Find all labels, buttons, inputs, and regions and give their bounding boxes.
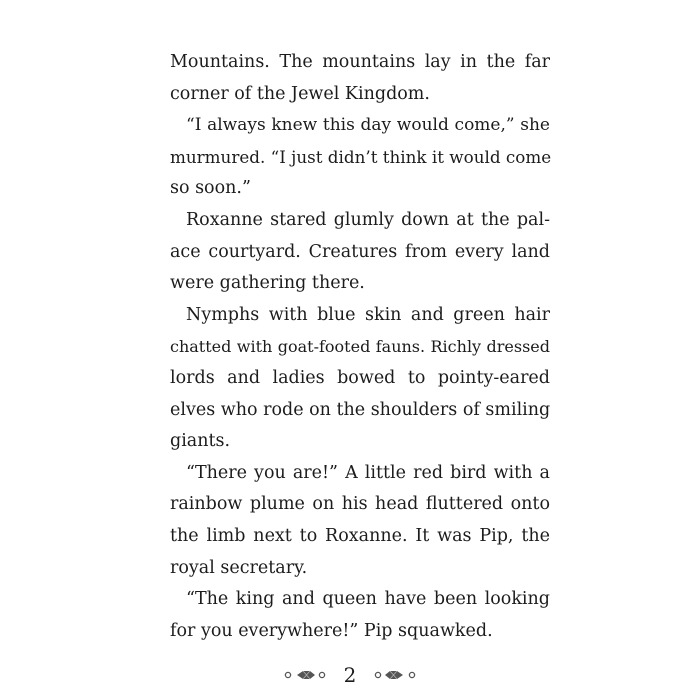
jewel-ornament-icon-left — [284, 668, 330, 682]
page-number: 2 — [343, 663, 357, 687]
text-line: Nymphs with blue skin and green hair — [186, 304, 550, 325]
text-line: Roxanne stared glumly down at the pal- — [186, 209, 550, 230]
text-line: chatted with goat-footed fauns. Richly dressed — [170, 337, 550, 357]
text-line: rainbow plume on his head fluttered onto — [170, 494, 550, 515]
text-line: giants. — [170, 431, 231, 452]
jewel-ornament-icon-right — [370, 668, 416, 682]
text-line: murmured. “I just didn’t think it would come — [170, 146, 552, 167]
text-line: for you everywhere!” Pip squawked. — [170, 620, 493, 641]
body-text — [170, 47, 550, 647]
text-line: lords and ladies bowed to pointy-eared — [170, 367, 550, 388]
text-line: were gathering there. — [170, 273, 365, 294]
text-line: Mountains. The mountains lay in the far — [170, 52, 550, 72]
text-line: so soon.” — [170, 178, 251, 199]
page-footer — [0, 660, 700, 690]
text-line: corner of the Jewel Kingdom. — [170, 83, 430, 104]
text-line: elves who rode on the shoulders of smiling — [170, 399, 551, 420]
text-line: royal secretary. — [170, 557, 308, 578]
text-line: ace courtyard. Creatures from every land — [170, 241, 550, 262]
text-line: the limb next to Roxanne. It was Pip, the — [170, 525, 550, 546]
text-line: “The king and queen have been looking — [186, 589, 550, 610]
text-line: “There you are!” A little red bird with a — [186, 462, 550, 483]
text-line: “I always knew this day would come,” she — [186, 115, 550, 136]
